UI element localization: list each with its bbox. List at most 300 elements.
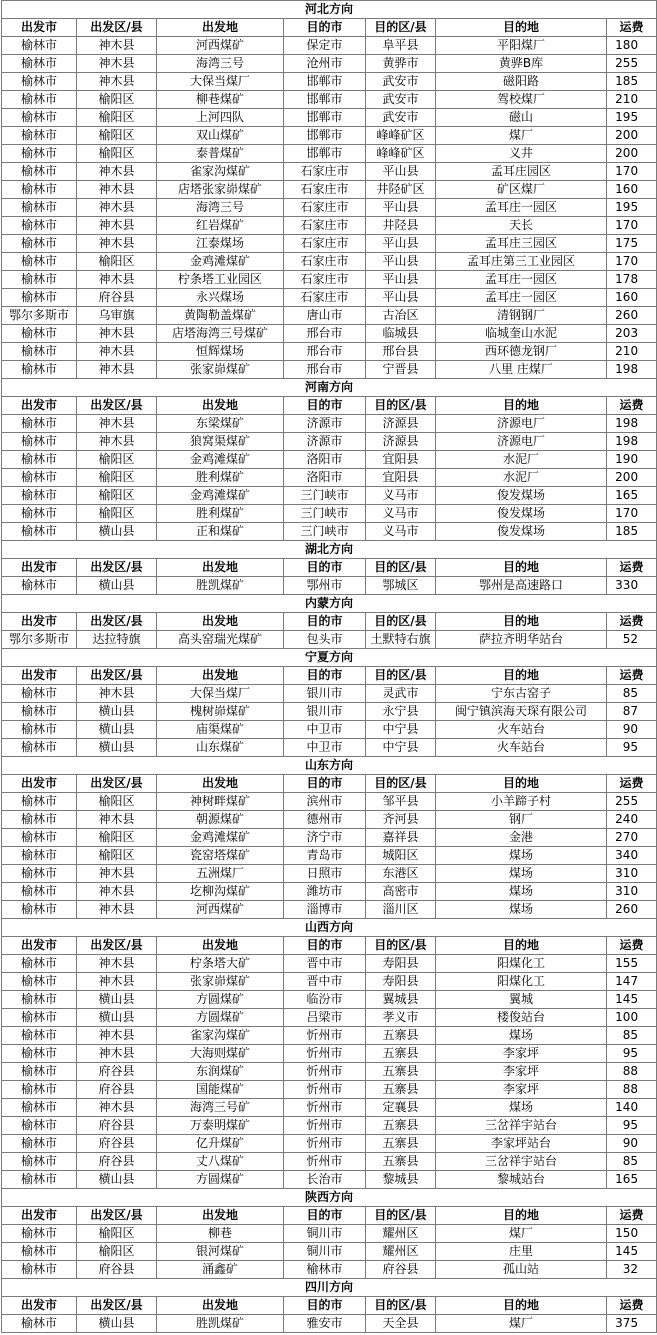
cell-origin-district: 榆阳区 (77, 145, 157, 163)
cell-origin-city: 榆林市 (2, 37, 77, 55)
cell-dest-district: 平山县 (366, 235, 436, 253)
cell-dest-site: 煤厂 (436, 1315, 607, 1333)
table-row (2, 361, 657, 379)
table-row (2, 217, 657, 235)
cell-dest-city: 包头市 (284, 631, 366, 649)
cell-dest-district: 嘉祥县 (366, 829, 436, 847)
cell-dest-district: 平山县 (366, 289, 436, 307)
column-header-dest-site: 目的地 (436, 775, 607, 793)
cell-origin-city: 榆林市 (2, 829, 77, 847)
cell-origin-district: 神木县 (77, 199, 157, 217)
cell-origin-district: 榆阳区 (77, 1243, 157, 1261)
cell-dest-site: 宁东古窑子 (436, 685, 607, 703)
cell-dest-district: 义马市 (366, 487, 436, 505)
cell-dest-city: 晋中市 (284, 955, 366, 973)
cell-freight-fee: 87 (607, 703, 657, 721)
cell-freight-fee: 95 (607, 1117, 657, 1135)
table-row (2, 901, 657, 919)
cell-origin-city: 榆林市 (2, 127, 77, 145)
column-header-origin-site: 出发地 (157, 397, 284, 415)
cell-dest-city: 忻州市 (284, 1117, 366, 1135)
cell-dest-city: 吕梁市 (284, 1009, 366, 1027)
cell-origin-site: 东润煤矿 (157, 1063, 284, 1081)
cell-origin-site: 大保当煤厂 (157, 73, 284, 91)
cell-origin-site: 店塔海湾三号煤矿 (157, 325, 284, 343)
cell-origin-city: 榆林市 (2, 1027, 77, 1045)
cell-dest-city: 保定市 (284, 37, 366, 55)
cell-origin-city: 榆林市 (2, 505, 77, 523)
cell-dest-site: 金港 (436, 829, 607, 847)
cell-dest-site: 矿区煤厂 (436, 181, 607, 199)
cell-origin-city: 榆林市 (2, 181, 77, 199)
cell-freight-fee: 90 (607, 1135, 657, 1153)
column-header-origin-district: 出发区/县 (77, 19, 157, 37)
cell-dest-city: 临汾市 (284, 991, 366, 1009)
column-header-dest-site: 目的地 (436, 1297, 607, 1315)
cell-dest-site: 孟耳庄一园区 (436, 199, 607, 217)
table-row (2, 73, 657, 91)
cell-origin-site: 金鸡滩煤矿 (157, 487, 284, 505)
cell-dest-site: 水泥厂 (436, 469, 607, 487)
cell-origin-site: 柳巷煤矿 (157, 91, 284, 109)
cell-dest-district: 邢台县 (366, 343, 436, 361)
cell-dest-site: 三岔祥宇站台 (436, 1153, 607, 1171)
cell-origin-district: 神木县 (77, 181, 157, 199)
table-row (2, 505, 657, 523)
column-header-origin-district: 出发区/县 (77, 559, 157, 577)
cell-dest-site: 平阳煤厂 (436, 37, 607, 55)
cell-dest-site: 闽宁镇滨海天琛有限公司 (436, 703, 607, 721)
column-header-dest-city: 目的市 (284, 937, 366, 955)
cell-origin-district: 神木县 (77, 973, 157, 991)
cell-dest-site: 钢厂 (436, 811, 607, 829)
cell-freight-fee: 52 (607, 631, 657, 649)
cell-origin-site: 黄陶勒盖煤矿 (157, 307, 284, 325)
table-row (2, 955, 657, 973)
cell-origin-city: 榆林市 (2, 793, 77, 811)
cell-dest-district: 济源县 (366, 433, 436, 451)
cell-dest-district: 武安市 (366, 73, 436, 91)
cell-origin-district: 榆阳区 (77, 793, 157, 811)
cell-dest-site: 俊发煤场 (436, 505, 607, 523)
cell-origin-site: 朝源煤矿 (157, 811, 284, 829)
cell-freight-fee: 198 (607, 433, 657, 451)
cell-origin-district: 乌审旗 (77, 307, 157, 325)
cell-origin-district: 神木县 (77, 433, 157, 451)
cell-freight-fee: 260 (607, 901, 657, 919)
cell-dest-district: 济源县 (366, 415, 436, 433)
table-row (2, 1135, 657, 1153)
cell-origin-district: 神木县 (77, 1027, 157, 1045)
cell-dest-site: 三岔祥宇站台 (436, 1117, 607, 1135)
cell-origin-district: 府谷县 (77, 1135, 157, 1153)
cell-dest-district: 宁晋县 (366, 361, 436, 379)
column-header-origin-site: 出发地 (157, 19, 284, 37)
cell-origin-city: 榆林市 (2, 973, 77, 991)
cell-origin-site: 雀家沟煤矿 (157, 1027, 284, 1045)
cell-origin-city: 榆林市 (2, 685, 77, 703)
cell-dest-city: 长治市 (284, 1171, 366, 1189)
cell-dest-district: 五寨县 (366, 1135, 436, 1153)
cell-origin-district: 神木县 (77, 811, 157, 829)
cell-origin-district: 神木县 (77, 1045, 157, 1063)
cell-dest-site: 煤场 (436, 1099, 607, 1117)
column-header-dest-district: 目的区/县 (366, 1207, 436, 1225)
cell-origin-city: 榆林市 (2, 109, 77, 127)
cell-origin-city: 榆林市 (2, 1009, 77, 1027)
table-row (2, 181, 657, 199)
cell-dest-site: 孟耳庄第三工业园区 (436, 253, 607, 271)
column-header-origin-city: 出发市 (2, 397, 77, 415)
cell-dest-city: 邯郸市 (284, 145, 366, 163)
cell-freight-fee: 185 (607, 73, 657, 91)
cell-dest-district: 峰峰矿区 (366, 145, 436, 163)
cell-origin-district: 神木县 (77, 343, 157, 361)
cell-dest-city: 忻州市 (284, 1081, 366, 1099)
cell-origin-district: 榆阳区 (77, 451, 157, 469)
cell-origin-city: 榆林市 (2, 811, 77, 829)
cell-origin-site: 高头窑瑞光煤矿 (157, 631, 284, 649)
cell-dest-site: 煤厂 (436, 127, 607, 145)
cell-origin-district: 神木县 (77, 1099, 157, 1117)
cell-dest-site: 孟耳庄一园区 (436, 289, 607, 307)
section-title: 湖北方向 (2, 541, 657, 559)
column-header-freight-fee: 运费 (607, 937, 657, 955)
cell-dest-district: 鄂城区 (366, 577, 436, 595)
cell-dest-site: 阳煤化工 (436, 955, 607, 973)
cell-origin-city: 榆林市 (2, 1153, 77, 1171)
cell-freight-fee: 145 (607, 991, 657, 1009)
column-header-origin-site: 出发地 (157, 667, 284, 685)
table-body (2, 1, 657, 1333)
cell-dest-city: 洛阳市 (284, 451, 366, 469)
cell-dest-site: 李家坪 (436, 1081, 607, 1099)
table-row (2, 163, 657, 181)
cell-dest-city: 银川市 (284, 685, 366, 703)
cell-freight-fee: 330 (607, 577, 657, 595)
column-header-dest-site: 目的地 (436, 397, 607, 415)
cell-dest-district: 五寨县 (366, 1027, 436, 1045)
cell-dest-city: 忻州市 (284, 1135, 366, 1153)
cell-dest-district: 宜阳县 (366, 469, 436, 487)
cell-dest-district: 府谷县 (366, 1261, 436, 1279)
column-header-origin-district: 出发区/县 (77, 775, 157, 793)
cell-origin-city: 榆林市 (2, 199, 77, 217)
cell-origin-district: 横山县 (77, 703, 157, 721)
cell-dest-site: 萨拉齐明华站台 (436, 631, 607, 649)
cell-origin-city: 榆林市 (2, 415, 77, 433)
cell-dest-district: 武安市 (366, 91, 436, 109)
cell-dest-city: 邯郸市 (284, 73, 366, 91)
cell-dest-district: 孝义市 (366, 1009, 436, 1027)
cell-origin-city: 榆林市 (2, 1099, 77, 1117)
cell-origin-city: 榆林市 (2, 469, 77, 487)
cell-dest-district: 中宁县 (366, 721, 436, 739)
cell-origin-district: 横山县 (77, 739, 157, 757)
cell-origin-city: 榆林市 (2, 145, 77, 163)
cell-origin-city: 榆林市 (2, 865, 77, 883)
cell-origin-district: 神木县 (77, 883, 157, 901)
cell-origin-site: 双山煤矿 (157, 127, 284, 145)
column-header-dest-city: 目的市 (284, 667, 366, 685)
cell-dest-site: 济源电厂 (436, 433, 607, 451)
cell-origin-city: 榆林市 (2, 703, 77, 721)
column-header-dest-site: 目的地 (436, 667, 607, 685)
cell-dest-district: 五寨县 (366, 1081, 436, 1099)
cell-dest-site: 孤山站 (436, 1261, 607, 1279)
table-row (2, 523, 657, 541)
cell-origin-site: 海湾三号 (157, 199, 284, 217)
cell-dest-city: 济宁市 (284, 829, 366, 847)
cell-origin-site: 丈八煤矿 (157, 1153, 284, 1171)
cell-freight-fee: 198 (607, 361, 657, 379)
table-row (2, 865, 657, 883)
column-header-row (2, 397, 657, 415)
cell-origin-district: 神木县 (77, 73, 157, 91)
cell-dest-district: 翼城县 (366, 991, 436, 1009)
table-row (2, 1261, 657, 1279)
cell-origin-site: 狼窝渠煤矿 (157, 433, 284, 451)
table-row (2, 433, 657, 451)
cell-origin-district: 神木县 (77, 325, 157, 343)
cell-origin-site: 胜凯煤矿 (157, 577, 284, 595)
column-header-dest-district: 目的区/县 (366, 397, 436, 415)
table-row (2, 469, 657, 487)
cell-dest-site: 驾校煤厂 (436, 91, 607, 109)
cell-dest-city: 银川市 (284, 703, 366, 721)
cell-dest-site: 磁山 (436, 109, 607, 127)
cell-dest-site: 小羊蹄子村 (436, 793, 607, 811)
cell-dest-district: 中宁县 (366, 739, 436, 757)
table-row (2, 703, 657, 721)
cell-origin-district: 横山县 (77, 1315, 157, 1333)
cell-origin-city: 榆林市 (2, 235, 77, 253)
cell-origin-site: 雀家沟煤矿 (157, 163, 284, 181)
cell-dest-site: 黎城站台 (436, 1171, 607, 1189)
cell-origin-district: 榆阳区 (77, 505, 157, 523)
column-header-dest-district: 目的区/县 (366, 19, 436, 37)
column-header-origin-site: 出发地 (157, 937, 284, 955)
cell-dest-city: 石家庄市 (284, 253, 366, 271)
column-header-dest-district: 目的区/县 (366, 775, 436, 793)
cell-dest-district: 阜平县 (366, 37, 436, 55)
cell-origin-district: 神木县 (77, 901, 157, 919)
cell-freight-fee: 240 (607, 811, 657, 829)
cell-origin-city: 榆林市 (2, 847, 77, 865)
section-title: 宁夏方向 (2, 649, 657, 667)
cell-origin-district: 榆阳区 (77, 91, 157, 109)
column-header-row (2, 1297, 657, 1315)
column-header-dest-city: 目的市 (284, 1297, 366, 1315)
cell-origin-site: 金鸡滩煤矿 (157, 829, 284, 847)
column-header-origin-district: 出发区/县 (77, 1297, 157, 1315)
cell-dest-site: 庄里 (436, 1243, 607, 1261)
cell-origin-city: 榆林市 (2, 1315, 77, 1333)
cell-freight-fee: 180 (607, 37, 657, 55)
cell-dest-district: 灵武市 (366, 685, 436, 703)
cell-dest-district: 五寨县 (366, 1063, 436, 1081)
cell-origin-city: 榆林市 (2, 1261, 77, 1279)
cell-origin-city: 鄂尔多斯市 (2, 631, 77, 649)
column-header-row (2, 559, 657, 577)
cell-dest-site: 磁阳路 (436, 73, 607, 91)
column-header-dest-site: 目的地 (436, 613, 607, 631)
cell-freight-fee: 85 (607, 1153, 657, 1171)
cell-origin-district: 神木县 (77, 235, 157, 253)
table-row (2, 451, 657, 469)
cell-dest-city: 德州市 (284, 811, 366, 829)
column-header-origin-site: 出发地 (157, 613, 284, 631)
cell-origin-district: 横山县 (77, 1171, 157, 1189)
cell-origin-district: 横山县 (77, 523, 157, 541)
section-title: 山西方向 (2, 919, 657, 937)
table-row (2, 973, 657, 991)
cell-origin-district: 府谷县 (77, 1261, 157, 1279)
table-row (2, 1099, 657, 1117)
table-row (2, 145, 657, 163)
cell-origin-site: 江泰煤场 (157, 235, 284, 253)
cell-origin-city: 榆林市 (2, 91, 77, 109)
cell-origin-site: 五洲煤厂 (157, 865, 284, 883)
cell-freight-fee: 185 (607, 523, 657, 541)
cell-origin-site: 方圆煤矿 (157, 1009, 284, 1027)
column-header-dest-city: 目的市 (284, 559, 366, 577)
cell-origin-city: 榆林市 (2, 73, 77, 91)
cell-origin-district: 神木县 (77, 37, 157, 55)
cell-origin-district: 榆阳区 (77, 469, 157, 487)
column-header-freight-fee: 运费 (607, 1297, 657, 1315)
cell-dest-site: 孟耳庄三园区 (436, 235, 607, 253)
cell-origin-district: 府谷县 (77, 1117, 157, 1135)
cell-dest-district: 土默特右旗 (366, 631, 436, 649)
cell-dest-district: 井陉矿区 (366, 181, 436, 199)
column-header-freight-fee: 运费 (607, 397, 657, 415)
cell-origin-city: 鄂尔多斯市 (2, 307, 77, 325)
column-header-origin-city: 出发市 (2, 775, 77, 793)
cell-origin-district: 神木县 (77, 415, 157, 433)
cell-freight-fee: 200 (607, 145, 657, 163)
freight-rate-table (1, 0, 657, 1333)
cell-origin-city: 榆林市 (2, 1135, 77, 1153)
section-title: 内蒙方向 (2, 595, 657, 613)
column-header-origin-site: 出发地 (157, 559, 284, 577)
cell-freight-fee: 88 (607, 1081, 657, 1099)
cell-dest-district: 天全县 (366, 1315, 436, 1333)
column-header-dest-city: 目的市 (284, 1207, 366, 1225)
table-row (2, 1225, 657, 1243)
cell-dest-city: 日照市 (284, 865, 366, 883)
cell-dest-district: 寿阳县 (366, 973, 436, 991)
cell-origin-site: 红岩煤矿 (157, 217, 284, 235)
cell-origin-district: 神木县 (77, 361, 157, 379)
cell-origin-city: 榆林市 (2, 343, 77, 361)
cell-origin-site: 胜利煤矿 (157, 469, 284, 487)
cell-freight-fee: 270 (607, 829, 657, 847)
cell-origin-district: 府谷县 (77, 1081, 157, 1099)
cell-freight-fee: 145 (607, 1243, 657, 1261)
cell-freight-fee: 210 (607, 343, 657, 361)
cell-dest-district: 高密市 (366, 883, 436, 901)
cell-origin-city: 榆林市 (2, 1171, 77, 1189)
cell-freight-fee: 90 (607, 721, 657, 739)
table-row (2, 739, 657, 757)
cell-origin-site: 国能煤矿 (157, 1081, 284, 1099)
cell-origin-site: 大海则煤矿 (157, 1045, 284, 1063)
section-title: 河北方向 (2, 1, 657, 19)
cell-origin-district: 榆阳区 (77, 1225, 157, 1243)
cell-origin-city: 榆林市 (2, 271, 77, 289)
cell-origin-city: 榆林市 (2, 289, 77, 307)
cell-dest-district: 义马市 (366, 523, 436, 541)
cell-dest-city: 济源市 (284, 433, 366, 451)
table-row (2, 991, 657, 1009)
column-header-origin-city: 出发市 (2, 19, 77, 37)
cell-origin-city: 榆林市 (2, 721, 77, 739)
cell-dest-city: 中卫市 (284, 721, 366, 739)
table-row (2, 1153, 657, 1171)
cell-dest-district: 淄川区 (366, 901, 436, 919)
cell-dest-city: 三门峡市 (284, 523, 366, 541)
cell-origin-district: 榆阳区 (77, 847, 157, 865)
cell-freight-fee: 147 (607, 973, 657, 991)
cell-dest-city: 榆林市 (284, 1261, 366, 1279)
table-row (2, 199, 657, 217)
column-header-freight-fee: 运费 (607, 559, 657, 577)
cell-origin-site: 方圆煤矿 (157, 1171, 284, 1189)
cell-origin-city: 榆林市 (2, 487, 77, 505)
cell-origin-city: 榆林市 (2, 1117, 77, 1135)
table-row (2, 811, 657, 829)
table-row (2, 91, 657, 109)
cell-origin-city: 榆林市 (2, 883, 77, 901)
cell-origin-district: 神木县 (77, 55, 157, 73)
column-header-row (2, 775, 657, 793)
cell-origin-site: 柠条塔大矿 (157, 955, 284, 973)
cell-origin-city: 榆林市 (2, 451, 77, 469)
cell-freight-fee: 170 (607, 253, 657, 271)
cell-dest-district: 黎城县 (366, 1171, 436, 1189)
table-row (2, 847, 657, 865)
cell-dest-city: 忻州市 (284, 1045, 366, 1063)
cell-dest-site: 八里 庄煤厂 (436, 361, 607, 379)
cell-dest-district: 平山县 (366, 163, 436, 181)
cell-origin-district: 神木县 (77, 217, 157, 235)
cell-origin-city: 榆林市 (2, 1243, 77, 1261)
cell-dest-site: 水泥厂 (436, 451, 607, 469)
cell-freight-fee: 100 (607, 1009, 657, 1027)
cell-origin-site: 海湾三号 (157, 55, 284, 73)
cell-origin-site: 海湾三号矿 (157, 1099, 284, 1117)
cell-dest-district: 东港区 (366, 865, 436, 883)
cell-origin-city: 榆林市 (2, 1081, 77, 1099)
cell-freight-fee: 200 (607, 469, 657, 487)
cell-freight-fee: 203 (607, 325, 657, 343)
cell-origin-district: 横山县 (77, 577, 157, 595)
column-header-dest-city: 目的市 (284, 397, 366, 415)
cell-origin-site: 圪柳沟煤矿 (157, 883, 284, 901)
cell-dest-city: 忻州市 (284, 1027, 366, 1045)
cell-origin-district: 榆阳区 (77, 487, 157, 505)
section-title-row (2, 1189, 657, 1207)
cell-dest-site: 西环德龙钢厂 (436, 343, 607, 361)
cell-dest-district: 齐河县 (366, 811, 436, 829)
cell-origin-district: 榆阳区 (77, 829, 157, 847)
cell-dest-site: 孟耳庄园区 (436, 163, 607, 181)
table-row (2, 883, 657, 901)
column-header-origin-district: 出发区/县 (77, 667, 157, 685)
cell-origin-site: 张家峁煤矿 (157, 973, 284, 991)
cell-freight-fee: 255 (607, 793, 657, 811)
